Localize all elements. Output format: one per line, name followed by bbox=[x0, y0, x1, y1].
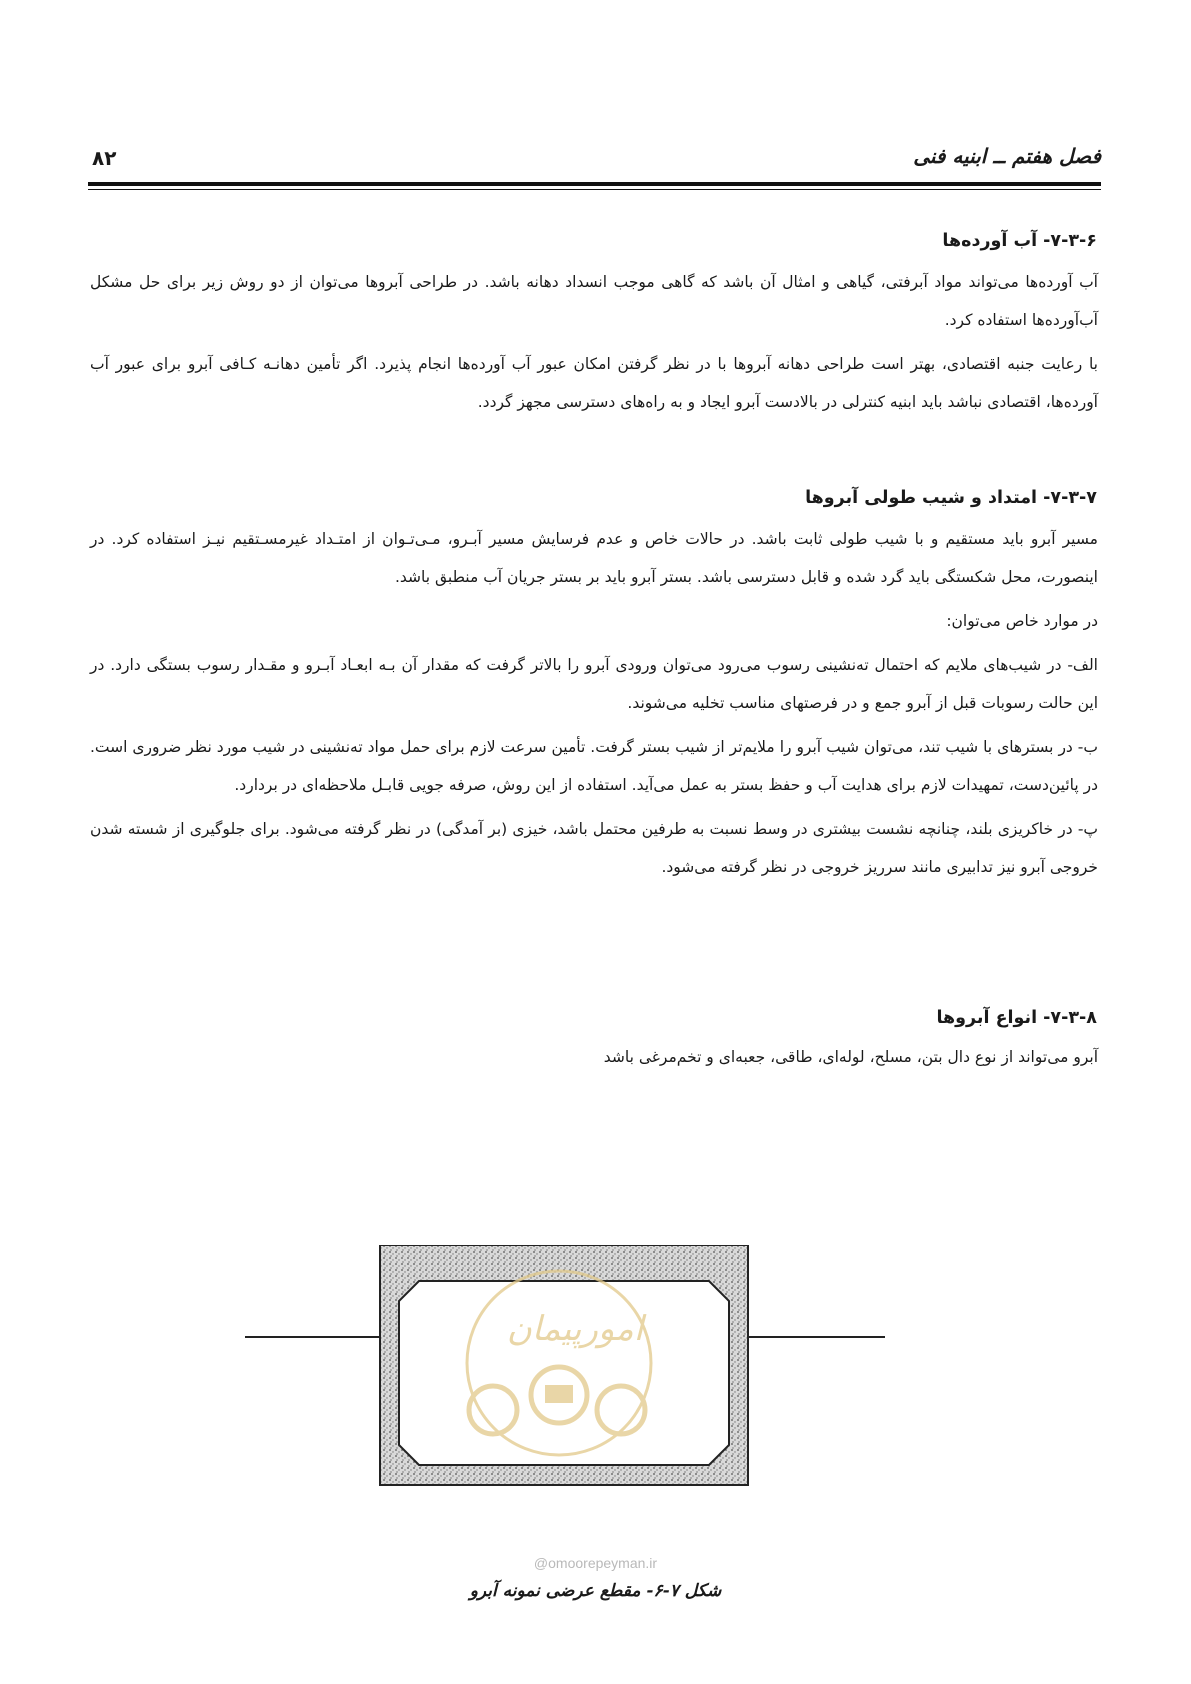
paragraph: پ- در خاکریزی بلند، چنانچه نشست بیشتری در وسط نسبت به طرفین محتمل باشد، خیزی (بر آمدگی) در نظر گرفته می‌شود. برای جلوگیری از شسته شدن خروجی آبرو نیز تدابیری مانند سرریز خروجی در نظر گرفته می‌شود. bbox=[90, 820, 1098, 876]
paragraph: ب- در بسترهای با شیب تند، می‌توان شیب آبرو را ملایم‌تر از شیب بستر گرفت. تأمین سرعت لازم برای حمل مواد ته‌نشینی در شیب مورد نظر ضروری است. در پائین‌دست، تمهیدات لازم برای هدایت آب و حفظ بستر به عمل می‌آید. استفاده از این روش، صرفه جویی قابـل ملاحظه‌ای در بردارد. bbox=[90, 738, 1098, 794]
paragraph: مسیر آبرو باید مستقیم و با شیب طولی ثابت باشد. در حالات خاص و عدم فرسایش مسیر آبـرو، مـی‌تـوان از امتـداد غیرمسـتقیم نیـز استفاده کرد. در اینصورت، محل شکستگی باید گرد شده و قابل دسترسی باشد. بستر آبرو باید بر بستر جریان آب منطبق باشد. bbox=[90, 530, 1098, 586]
paragraph: در موارد خاص می‌توان: bbox=[946, 612, 1098, 630]
section-culvert-types bbox=[90, 1008, 1098, 1076]
page-number: ۸۲ bbox=[92, 146, 117, 170]
header-rule-thin bbox=[88, 189, 1101, 190]
section-title: ۷-۳-۸- انواع آبروها bbox=[936, 1008, 1097, 1028]
culvert-cross-section-figure bbox=[245, 1245, 965, 1575]
paragraph: با رعایت جنبه اقتصادی، بهتر است طراحی دهانه آبروها با در نظر گرفتن امکان عبور آب آورده‌ها انجام پذیرد. اگر تأمین دهانـه کـافی آبرو برای عبور آب آورده‌ها، اقتصادی نباشد باید ابنیه کنترلی در بالادست آبرو ایجاد و به راه‌های دسترسی مجهز گردد. bbox=[90, 355, 1098, 411]
section-alignment-slope bbox=[90, 488, 1098, 886]
watermark-url: @omoorepeyman.ir bbox=[533, 1555, 658, 1571]
section-title: ۷-۳-۷- امتداد و شیب طولی آبروها bbox=[805, 488, 1097, 508]
paragraph: الف- در شیب‌های ملایم که احتمال ته‌نشینی رسوب می‌رود می‌توان ورودی آبرو را بالاتر گرفت که مقدار آن بـه ابعـاد آبـرو و مقـدار رسوب بستگی دارد. در این حالت رسوبات قبل از آبرو جمع و در فرصتهای مناسب تخلیه می‌شوند. bbox=[90, 656, 1098, 712]
page-header bbox=[88, 140, 1101, 186]
figure-caption: شکل ۷-۶- مقطع عرضی نمونه آبرو bbox=[469, 1581, 722, 1601]
paragraph: آبرو می‌تواند از نوع دال بتن، مسلح، لوله‌ای، طاقی، جعبه‌ای و تخم‌مرغی باشد bbox=[603, 1048, 1098, 1066]
paragraph: آب آورده‌ها می‌تواند مواد آبرفتی، گیاهی و امثال آن باشد که گاهی موجب انسداد دهانه باشد. در طراحی آبروها می‌توان از دو روش زیر برای حل مشکل آب‌آورده‌ها استفاده کرد. bbox=[90, 273, 1098, 329]
section-title: ۷-۳-۶- آب آورده‌ها bbox=[942, 231, 1097, 251]
section-debris bbox=[90, 231, 1098, 421]
header-rule-thick bbox=[88, 182, 1101, 186]
chapter-title: فصل هفتم ــ ابنیه فنی bbox=[913, 144, 1101, 168]
watermark-text: امورپیمان bbox=[506, 1309, 644, 1349]
